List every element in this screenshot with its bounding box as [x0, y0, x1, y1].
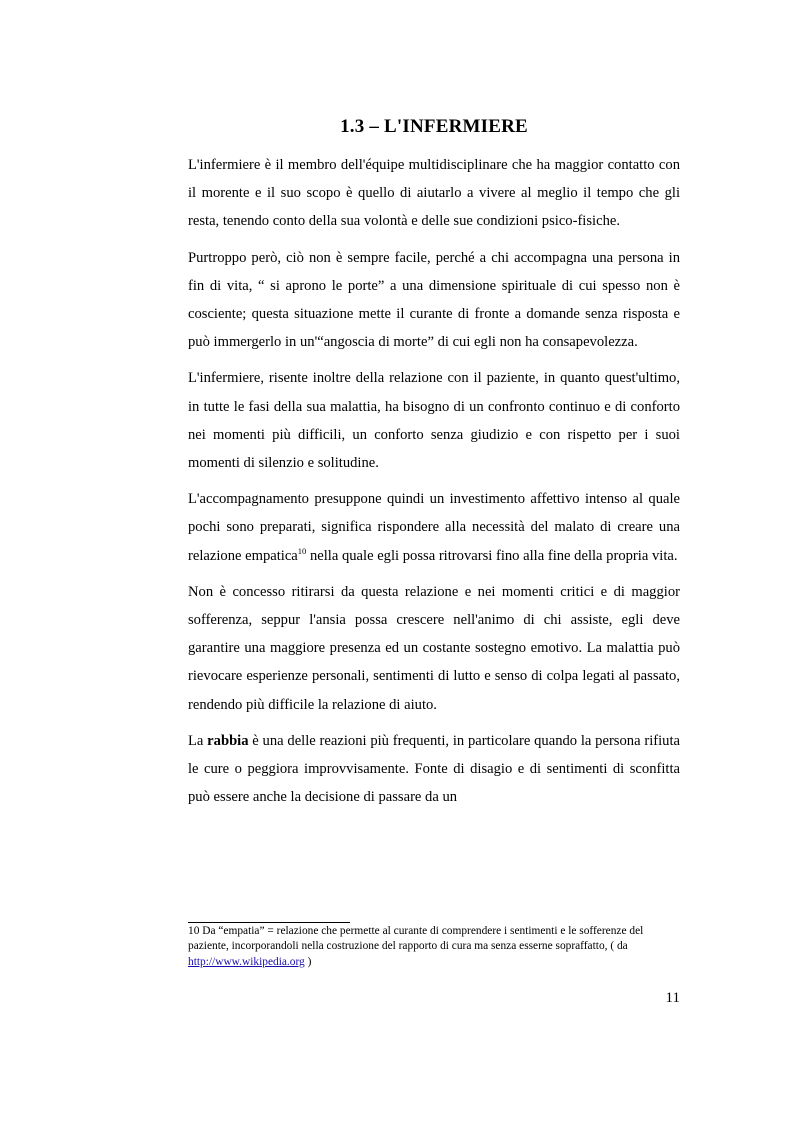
footnote-reference: 10 — [297, 545, 307, 556]
paragraph-4-text-end: nella quale egli possa ritrovarsi fino alla fine della propria vita. — [306, 547, 678, 564]
paragraph-1: L'infermiere è il membro dell'équipe multidisciplinare che ha maggior contatto con il morente e il suo scopo è quello di aiutarlo a vivere al meglio il tempo che gli resta, tenendo conto della sua volontà e delle sue condizioni psico-fisiche. — [188, 157, 680, 230]
footnote-separator — [188, 922, 350, 923]
body-text — [188, 151, 680, 811]
paragraph-3: L'infermiere, risente inoltre della relazione con il paziente, in quanto quest'ultimo, in tutte le fasi della sua malattia, ha bisogno di un confronto continuo e di conforto nei momenti più difficili, un conforto senza giudizio e con rispetto per i suoi momenti di silenzio e solitudine. — [188, 370, 680, 472]
emphasis-rabbia: rabbia — [207, 732, 249, 749]
paragraph-6-lead: La — [188, 732, 208, 749]
section-heading: 1.3 – L'INFERMIERE — [340, 116, 528, 137]
paragraph-4-text: L'accompagnamento presuppone quindi un investimento affettivo intenso al quale pochi sono preparati, significa rispondere alla necessità del malato di creare una relazione empatica — [188, 491, 680, 564]
paragraph-2: Purtroppo però, ciò non è sempre facile, perché a chi accompagna una persona in fin di vita, “ si aprono le porte” a una dimensione spirituale di cui spesso non è cosciente; questa situazione mette il curante di fronte a domande senza risposta e può immergerlo in un'“angoscia di morte” di cui egli non ha consapevolezza. — [188, 249, 680, 351]
paragraph-6-text: è una delle reazioni più frequenti, in particolare quando la persona rifiuta le cure o peggiora improvvisamente. Fonte di disagio e di sentimenti di sconfitta può essere anche la decisione di passare da un — [188, 732, 680, 806]
footnote-text-end: ) — [304, 955, 312, 968]
page-number: 11 — [665, 990, 680, 1006]
paragraph-4 — [188, 485, 680, 570]
footnote — [188, 924, 680, 970]
paragraph-6 — [188, 727, 680, 812]
footnote-link[interactable]: http://www.wikipedia.org — [188, 955, 305, 968]
paragraph-5: Non è concesso ritirarsi da questa relazione e nei momenti critici e di maggior sofferenza, seppur l'ansia possa crescere nell'animo di chi assiste, egli deve garantire una maggiore presenza ed un costante sostegno emotivo. La malattia può rievocare esperienze personali, sentimenti di lutto e senso di colpa legati al passato, rendendo più difficile la relazione di aiuto. — [188, 583, 680, 713]
footnote-text: 10 Da “empatia” = relazione che permette al curante di comprendere i sentimenti e le sofferenze del paziente, incorporandoli nella costruzione del rapporto di cura ma senza esserne sopraffatto, ( da — [188, 925, 644, 953]
